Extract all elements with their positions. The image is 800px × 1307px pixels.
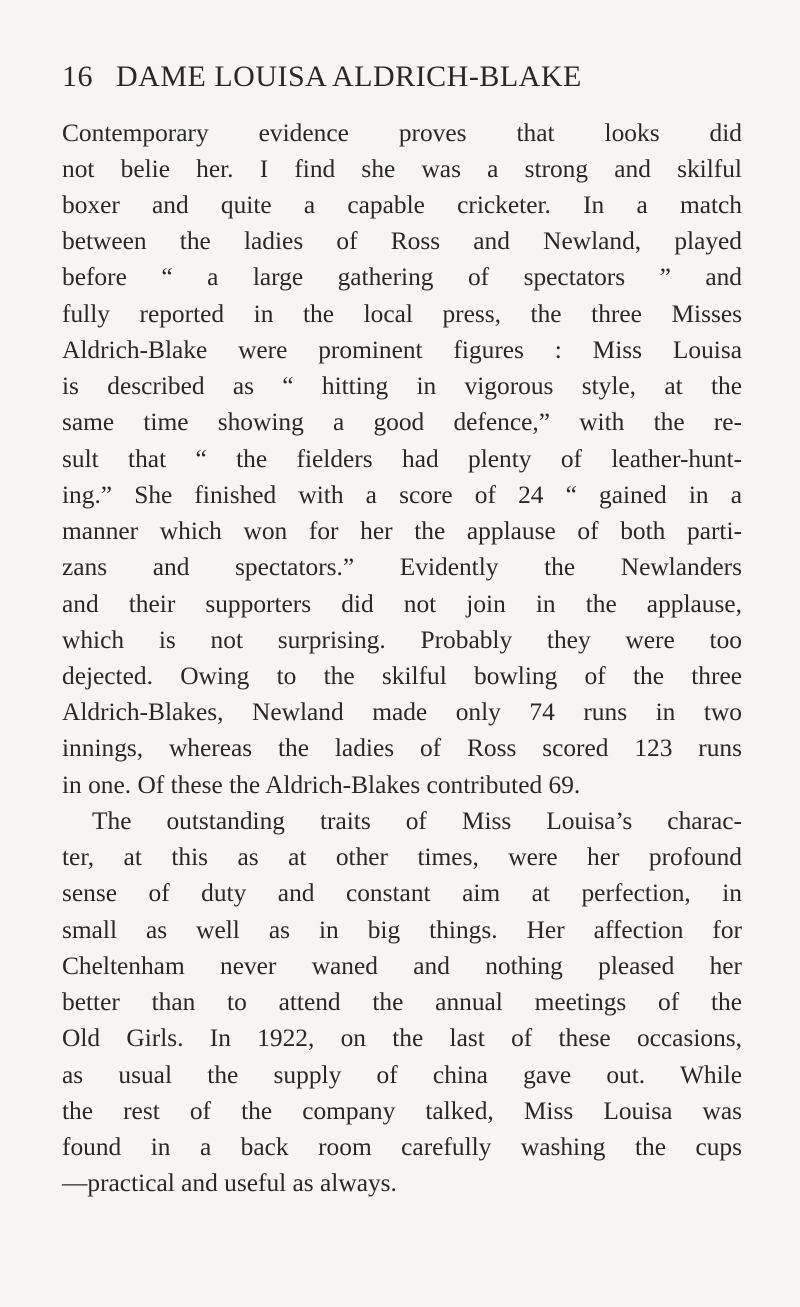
text-line: Old Girls. In 1922, on the last of these occasions,: [62, 1024, 742, 1052]
text-line: as usual the supply of china gave out. While: [62, 1061, 742, 1089]
text-line: Cheltenham never waned and nothing pleased her: [62, 952, 742, 980]
text-line: ing.” She finished with a score of 24 “ gained in a: [62, 481, 742, 509]
text-line: is described as “ hitting in vigorous style, at the: [62, 372, 742, 400]
running-title: DAME LOUISA ALDRICH-BLAKE: [116, 60, 582, 93]
text-line: between the ladies of Ross and Newland, played: [62, 227, 742, 255]
text-line: —practical and useful as always.: [62, 1169, 397, 1197]
text-line: same time showing a good defence,” with the re-: [62, 408, 742, 436]
text-line: in one. Of these the Aldrich-Blakes contributed 69.: [62, 771, 581, 799]
text-line: which is not surprising. Probably they were too: [62, 626, 742, 654]
text-line: Aldrich-Blakes, Newland made only 74 runs in two: [62, 698, 742, 726]
text-line: manner which won for her the applause of both parti-: [62, 517, 742, 545]
text-line: innings, whereas the ladies of Ross scored 123 runs: [62, 734, 742, 762]
text-line: before “ a large gathering of spectators ” and: [62, 263, 742, 291]
text-line: found in a back room carefully washing the cups: [62, 1133, 742, 1161]
text-line: the rest of the company talked, Miss Louisa was: [62, 1097, 742, 1125]
text-line: fully reported in the local press, the three Misses: [62, 300, 742, 328]
page-number: 16: [62, 60, 93, 93]
text-line: The outstanding traits of Miss Louisa’s charac-: [92, 807, 742, 835]
text-line: Contemporary evidence proves that looks did: [62, 119, 742, 147]
text-line: sult that “ the fielders had plenty of leather-hunt-: [62, 445, 742, 473]
text-line: and their supporters did not join in the applause,: [62, 590, 742, 618]
text-line: dejected. Owing to the skilful bowling of the three: [62, 662, 742, 690]
text-line: ter, at this as at other times, were her profound: [62, 843, 742, 871]
text-line: small as well as in big things. Her affection for: [62, 916, 742, 944]
text-line: boxer and quite a capable cricketer. In a match: [62, 191, 742, 219]
text-line: not belie her. I find she was a strong and skilful: [62, 155, 742, 183]
text-line: better than to attend the annual meetings of the: [62, 988, 742, 1016]
text-line: Aldrich-Blake were prominent figures : Miss Louisa: [62, 336, 742, 364]
text-line: zans and spectators.” Evidently the Newlanders: [62, 553, 742, 581]
text-line: sense of duty and constant aim at perfection, in: [62, 879, 742, 907]
